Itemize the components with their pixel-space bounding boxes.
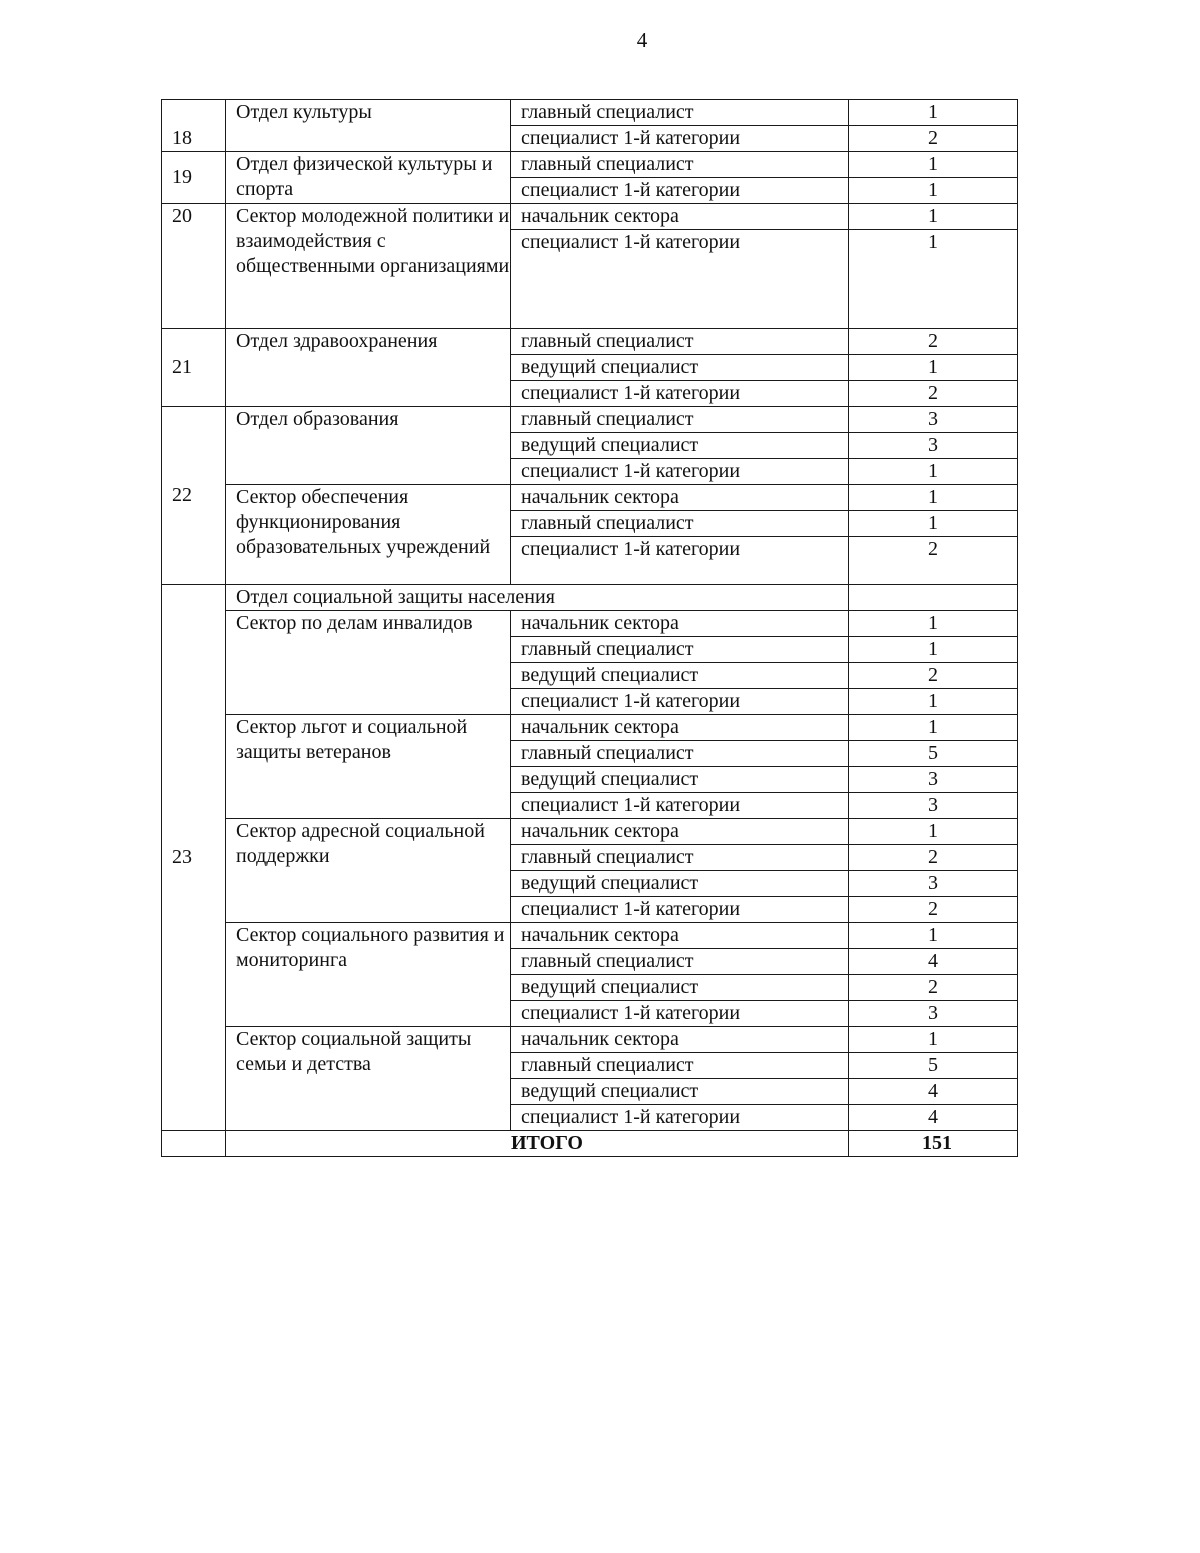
position-title: начальник сектора	[511, 485, 849, 511]
position-title: начальник сектора	[511, 923, 849, 949]
position-title: ведущий специалист	[511, 663, 849, 689]
table-row	[162, 715, 1018, 741]
position-count: 2	[849, 663, 1018, 689]
sector-name: Сектор обеспечения функционирования образовательных учреждений	[226, 485, 511, 585]
position-count: 2	[849, 329, 1018, 355]
position-count: 1	[849, 819, 1018, 845]
table-row	[162, 819, 1018, 845]
department-name: Отдел социальной защиты населения	[226, 585, 849, 611]
department-name: Отдел культуры	[226, 100, 511, 152]
position-title: главный специалист	[511, 949, 849, 975]
position-count: 1	[849, 611, 1018, 637]
position-title: ведущий специалист	[511, 871, 849, 897]
row-number: 19	[162, 152, 226, 204]
position-title: специалист 1-й категории	[511, 897, 849, 923]
position-count: 1	[849, 715, 1018, 741]
sector-name: Сектор социальной защиты семьи и детства	[226, 1027, 511, 1131]
position-title: специалист 1-й категории	[511, 126, 849, 152]
staffing-table	[161, 99, 1018, 1157]
position-title: специалист 1-й категории	[511, 537, 849, 585]
department-name: Отдел здравоохранения	[226, 329, 511, 407]
table-row	[162, 585, 1018, 611]
total-empty-cell	[162, 1131, 226, 1157]
position-title: главный специалист	[511, 152, 849, 178]
row-number: 22	[162, 407, 226, 585]
table-row	[162, 1027, 1018, 1053]
position-count: 1	[849, 689, 1018, 715]
row-number: 18	[162, 100, 226, 152]
position-count: 1	[849, 100, 1018, 126]
position-title: специалист 1-й категории	[511, 230, 849, 329]
position-count: 3	[849, 433, 1018, 459]
page-number: 4	[636, 28, 648, 52]
position-count: 1	[849, 230, 1018, 329]
table-row	[162, 923, 1018, 949]
position-title: начальник сектора	[511, 204, 849, 230]
row-number: 20	[162, 204, 226, 329]
position-title: ведущий специалист	[511, 433, 849, 459]
table-row	[162, 204, 1018, 230]
table-row	[162, 329, 1018, 355]
position-count: 4	[849, 1079, 1018, 1105]
position-title: ведущий специалист	[511, 355, 849, 381]
table-row	[162, 407, 1018, 433]
position-count: 2	[849, 897, 1018, 923]
position-title: специалист 1-й категории	[511, 178, 849, 204]
total-row	[162, 1131, 1018, 1157]
department-name: Сектор молодежной политики и взаимодействия с общественными организациями	[226, 204, 511, 329]
position-title: начальник сектора	[511, 611, 849, 637]
position-count: 2	[849, 381, 1018, 407]
position-title: специалист 1-й категории	[511, 1105, 849, 1131]
position-title: специалист 1-й категории	[511, 381, 849, 407]
position-title: главный специалист	[511, 511, 849, 537]
sector-name: Сектор социального развития и мониторинга	[226, 923, 511, 1027]
position-count: 2	[849, 537, 1018, 585]
position-title: ведущий специалист	[511, 1079, 849, 1105]
position-count: 3	[849, 793, 1018, 819]
position-count: 1	[849, 204, 1018, 230]
position-count: 3	[849, 1001, 1018, 1027]
position-title: специалист 1-й категории	[511, 1001, 849, 1027]
position-title: главный специалист	[511, 100, 849, 126]
row-number: 21	[162, 329, 226, 407]
position-count: 2	[849, 845, 1018, 871]
position-title: специалист 1-й категории	[511, 459, 849, 485]
total-label: ИТОГО	[226, 1131, 849, 1157]
position-count: 1	[849, 511, 1018, 537]
position-count: 1	[849, 178, 1018, 204]
position-title: главный специалист	[511, 741, 849, 767]
position-count: 4	[849, 1105, 1018, 1131]
position-count: 3	[849, 871, 1018, 897]
position-title: начальник сектора	[511, 715, 849, 741]
position-count: 2	[849, 975, 1018, 1001]
table-row	[162, 100, 1018, 126]
position-title: начальник сектора	[511, 1027, 849, 1053]
position-title: главный специалист	[511, 845, 849, 871]
position-title: главный специалист	[511, 637, 849, 663]
position-count: 3	[849, 407, 1018, 433]
row-number: 23	[162, 585, 226, 1131]
position-title: главный специалист	[511, 1053, 849, 1079]
position-count: 1	[849, 152, 1018, 178]
table-row	[162, 152, 1018, 178]
position-title: специалист 1-й категории	[511, 689, 849, 715]
table-row	[162, 611, 1018, 637]
position-count-empty	[849, 585, 1018, 611]
total-value: 151	[849, 1131, 1018, 1157]
position-count: 5	[849, 741, 1018, 767]
sector-name: Сектор льгот и социальной защиты ветеранов	[226, 715, 511, 819]
sector-name: Сектор по делам инвалидов	[226, 611, 511, 715]
department-name: Отдел физической культуры и спорта	[226, 152, 511, 204]
position-count: 3	[849, 767, 1018, 793]
position-title: главный специалист	[511, 407, 849, 433]
position-count: 1	[849, 923, 1018, 949]
sector-name: Сектор адресной социальной поддержки	[226, 819, 511, 923]
department-name: Отдел образования	[226, 407, 511, 485]
position-title: ведущий специалист	[511, 975, 849, 1001]
position-title: ведущий специалист	[511, 767, 849, 793]
position-title: начальник сектора	[511, 819, 849, 845]
position-count: 1	[849, 459, 1018, 485]
position-count: 4	[849, 949, 1018, 975]
table-row	[162, 485, 1018, 511]
position-count: 1	[849, 355, 1018, 381]
position-count: 1	[849, 1027, 1018, 1053]
position-count: 1	[849, 637, 1018, 663]
position-title: специалист 1-й категории	[511, 793, 849, 819]
position-count: 1	[849, 485, 1018, 511]
position-count: 5	[849, 1053, 1018, 1079]
position-count: 2	[849, 126, 1018, 152]
position-title: главный специалист	[511, 329, 849, 355]
